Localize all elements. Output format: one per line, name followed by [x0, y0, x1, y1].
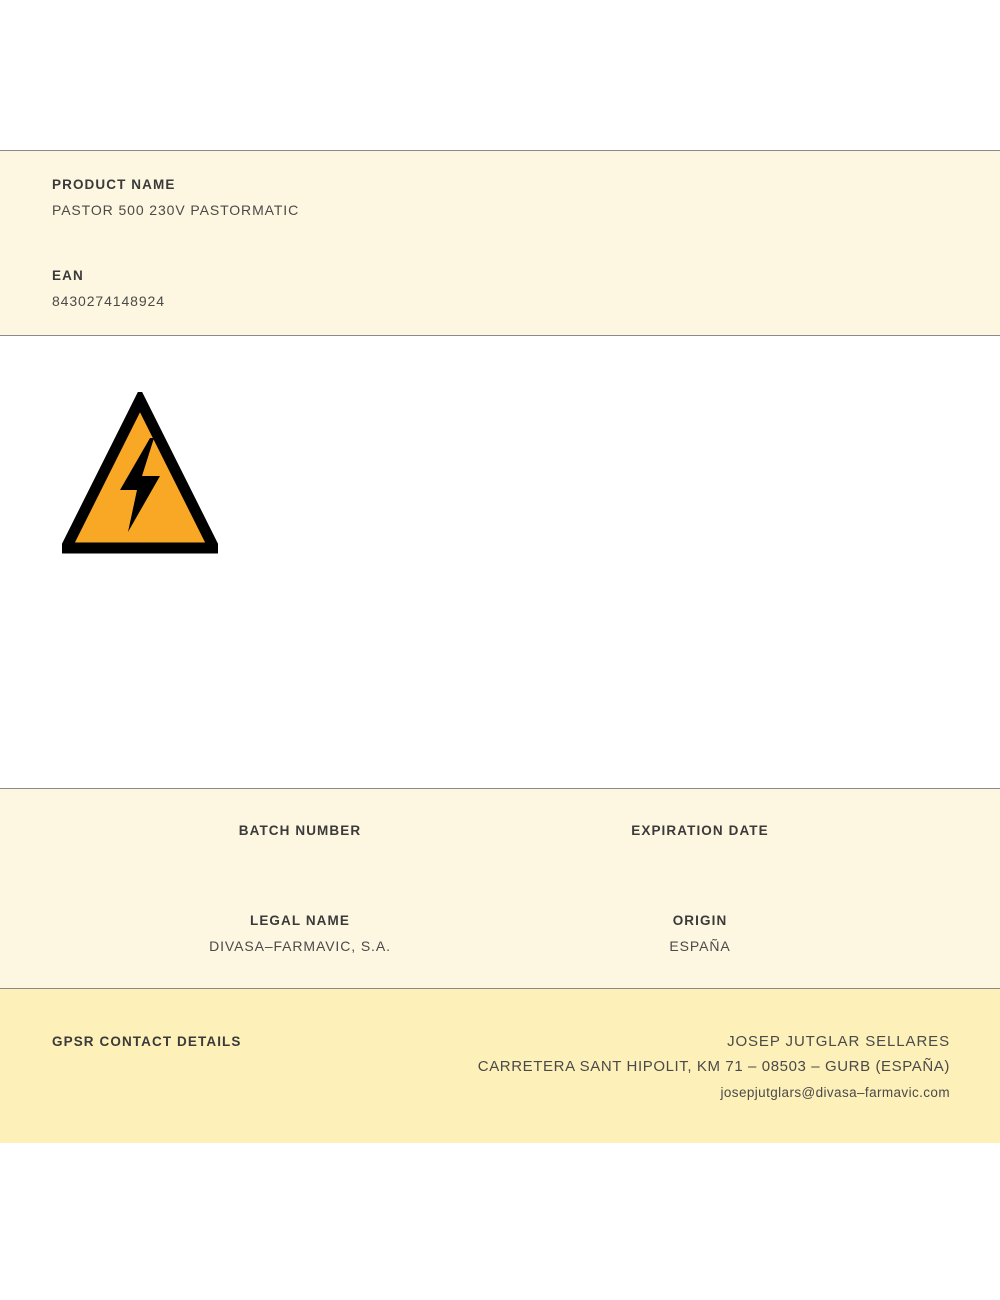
- legal-name-field: [150, 913, 450, 955]
- expiration-date-value: [550, 848, 850, 865]
- gpsr-contact-address: CARRETERA SANT HIPOLIT, KM 71 – 08503 – GURB (ESPAÑA): [477, 1058, 950, 1075]
- batch-number-label: BATCH NUMBER: [238, 823, 362, 838]
- electrical-hazard-warning-icon: [62, 392, 218, 556]
- info-block: [0, 788, 1000, 988]
- expiration-date-field: [550, 823, 850, 865]
- batch-number-value: [150, 848, 450, 865]
- origin-field: [550, 913, 850, 955]
- product-name-field: [52, 177, 299, 218]
- gpsr-contact-details: [478, 1033, 950, 1100]
- header-block: [0, 150, 1000, 336]
- pictogram-area: [0, 336, 1000, 788]
- gpsr-contact-block: [0, 988, 1000, 1143]
- legal-name-label: LEGAL NAME: [249, 913, 350, 928]
- gpsr-contact-label: GPSR CONTACT DETAILS: [52, 1034, 242, 1049]
- gpsr-contact-name: JOSEP JUTGLAR SELLARES: [727, 1033, 950, 1050]
- batch-number-field: [150, 823, 450, 865]
- ean-label: EAN: [52, 268, 84, 283]
- expiration-date-label: EXPIRATION DATE: [631, 823, 769, 838]
- legal-name-value: DIVASA–FARMAVIC, S.A.: [209, 938, 391, 954]
- product-name-label: PRODUCT NAME: [52, 177, 176, 192]
- product-name-value: PASTOR 500 230V PASTORMATIC: [52, 202, 300, 218]
- origin-label: ORIGIN: [672, 913, 728, 928]
- origin-value: ESPAÑA: [669, 938, 731, 954]
- ean-field: [52, 268, 165, 309]
- gpsr-contact-email[interactable]: josepjutglars@divasa–farmavic.com: [720, 1085, 950, 1100]
- ean-value: 8430274148924: [52, 293, 165, 309]
